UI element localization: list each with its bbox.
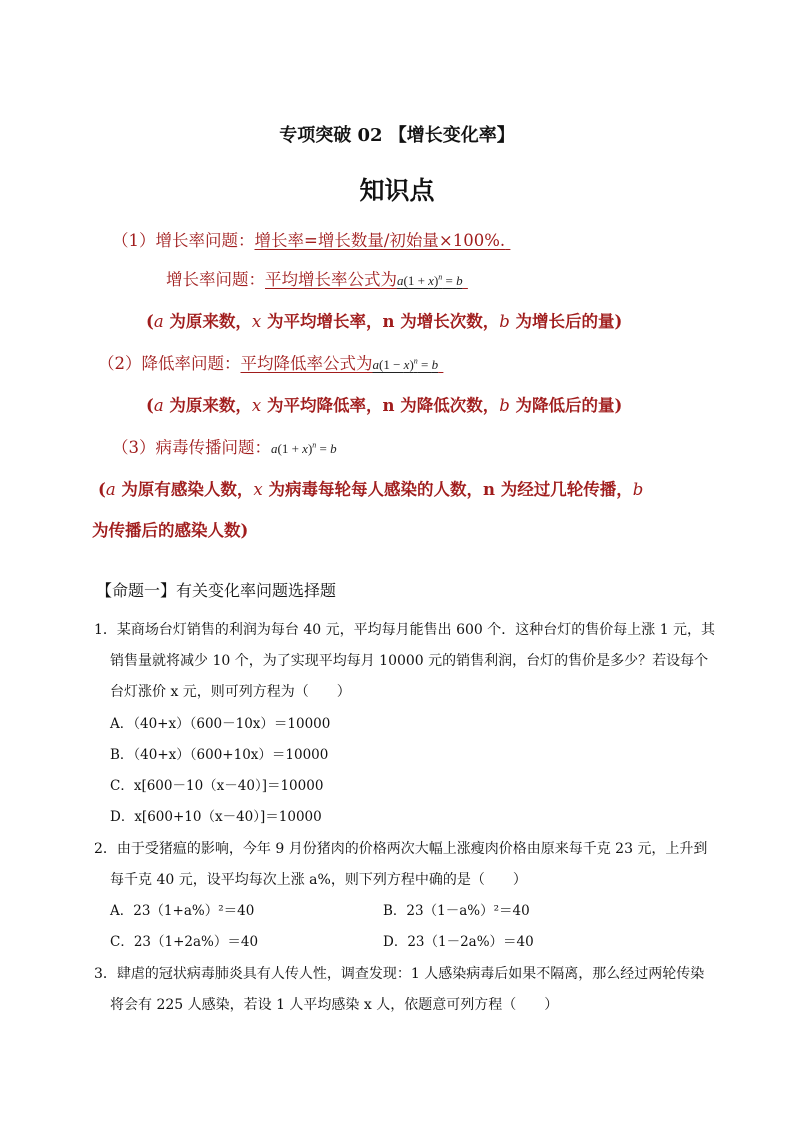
k2-text: 平均降低率公式为 (240, 354, 373, 373)
k2-label: （2）降低率问题： (98, 354, 241, 373)
k3-note-line1: (a 为原有感染人数，x 为病毒每轮每人感染的人数，n 为经过几轮传播，b (98, 480, 644, 499)
k1-formula: $a(1 + x)^n = b$ (397, 272, 463, 288)
k3-note-line2: 为传播后的感染人数) (92, 521, 249, 540)
k1-line2 (166, 266, 468, 290)
q2-option-b: B．23（1－a%）²＝40 (383, 903, 530, 919)
q2-option-c: C．23（1+2a%）＝40 (110, 934, 259, 950)
q1-option-d: D．x[600+10（x－40）]＝10000 (110, 809, 322, 825)
k2-note: (a 为原来数，x 为平均降低率，n 为降低次数，b 为降低后的量) (146, 396, 623, 415)
k1-line2-text: 平均增长率公式为 (265, 270, 397, 289)
k1-line (112, 227, 510, 251)
k2-formula: $a(1 - x)^n = b$ (372, 356, 439, 372)
q1-option-c: C．x[600－10（x－40）]＝10000 (110, 778, 324, 794)
q1-option-a: A．（40+x）（600－10x）＝10000 (110, 716, 331, 732)
k3-formula: $a(1 + x)^n = b$ (271, 440, 337, 456)
k1-rate-def: 增长率=增长数量/初始量×100%. (254, 231, 506, 250)
k3-line (112, 434, 337, 458)
q1-line1: 1．某商场台灯销售的利润为每台 40 元，平均每月能售出 600 个．这种台灯的售价每上涨 1 元，其 (94, 622, 716, 638)
q2-line2: 每千克 40 元，设平均每次上涨 a%，则下列方程中确的是（ ） (110, 872, 527, 888)
k1-line2-label: 增长率问题： (166, 270, 265, 289)
q2-option-a: A．23（1+a%）²＝40 (110, 903, 255, 919)
section-heading-knowledge: 知识点 (359, 176, 435, 205)
q2-line1: 2．由于受猪瘟的影响，今年 9 月份猪肉的价格两次大幅上涨瘦肉价格由原来每千克 23 元，上升到 (94, 841, 708, 857)
k1-label: （1）增长率问题： (112, 231, 255, 250)
k1-note: (a 为原来数，x 为平均增长率，n 为增长次数，b 为增长后的量) (146, 312, 623, 331)
section-title: 【命题一】有关变化率问题选择题 (96, 581, 337, 600)
page-title: 专项突破 02 【增长变化率】 (279, 125, 515, 146)
q1-line2: 销售量就将减少 10 个，为了实现平均每月 10000 元的销售利润，台灯的售价是多少？若设每个 (110, 653, 709, 669)
q1-option-b: B．（40+x）（600+10x）＝10000 (110, 747, 329, 763)
q3-line2: 将会有 225 人感染，若设 1 人平均感染 x 人，依题意可列方程（ ） (110, 997, 559, 1013)
q3-line1: 3．肆虐的冠状病毒肺炎具有人传人性，调查发现：1 人感染病毒后如果不隔离，那么经过两轮传染 (94, 966, 705, 982)
k3-label: （3）病毒传播问题： (112, 438, 271, 457)
q1-line3: 台灯涨价 x 元，则可列方程为（ ） (110, 684, 351, 700)
q2-option-d: D．23（1－2a%）＝40 (383, 934, 534, 950)
k2-line (98, 350, 443, 374)
